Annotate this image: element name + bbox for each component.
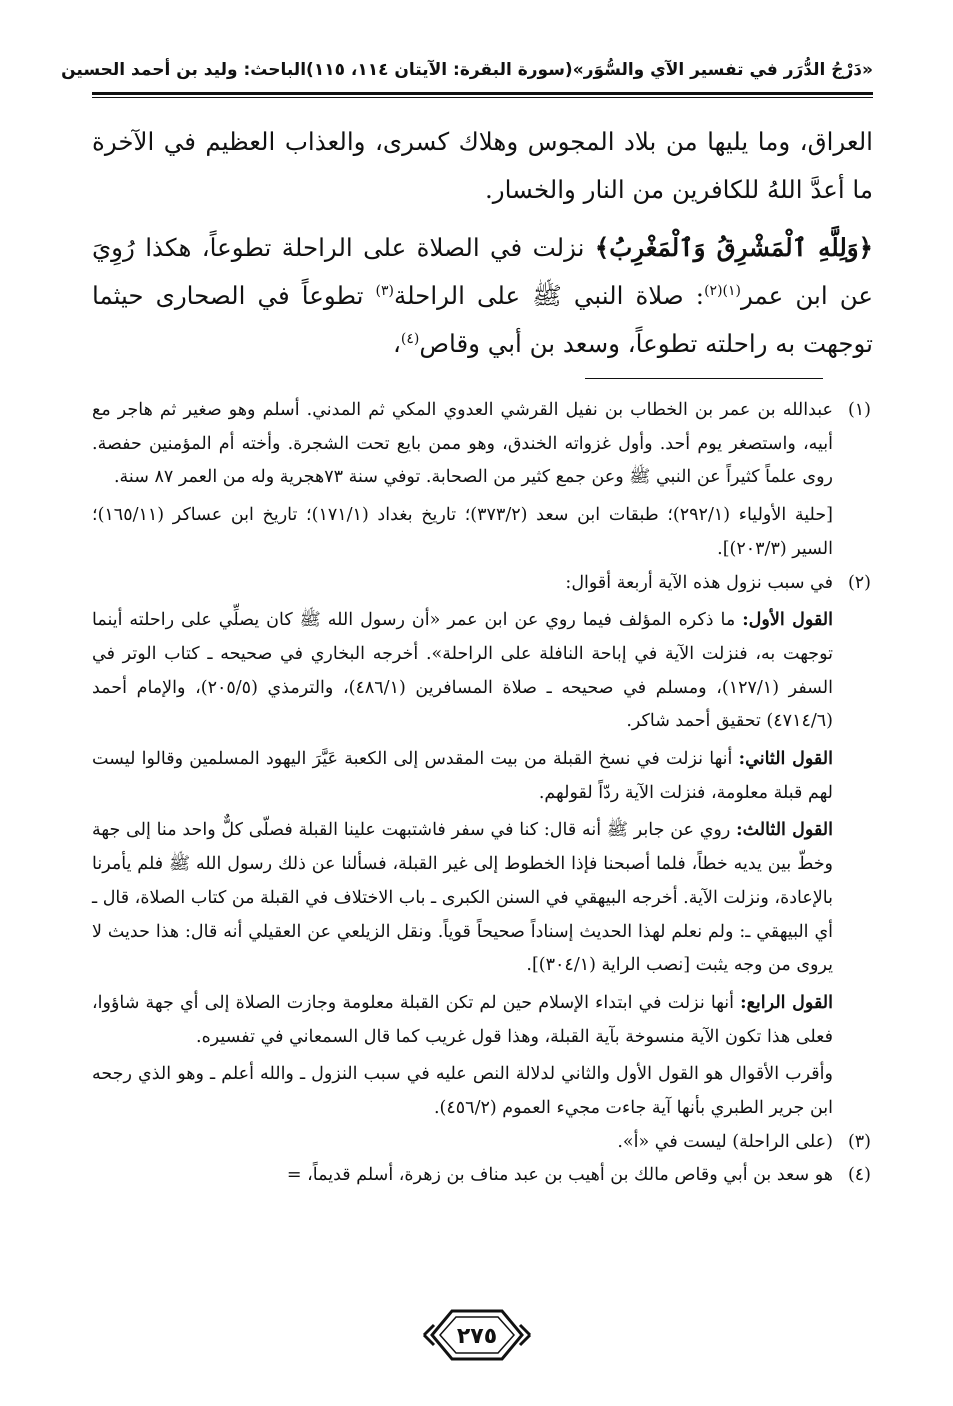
quran-verse: ﴿وَلِلَّهِ ٱلْمَشْرِقُ وَٱلْمَغْرِبُ﴾ (594, 233, 873, 262)
header-rule-thick (92, 92, 873, 95)
saying-label: القول الثاني: (738, 749, 833, 770)
book-title: «دَرْجُ الدُّرَر في تفسير الآي والسُّوَر» (572, 60, 873, 80)
footnote-number: (١) (847, 400, 871, 420)
footnote-3 (92, 1126, 873, 1160)
footnote-text: هو سعد بن أبي وقاص مالك بن أهيب بن عبد مناف بن زهرة، أسلم قديماً، = (286, 1165, 833, 1186)
saying-label: القول الثالث: (736, 820, 833, 841)
paragraph-2-text-c: تطوعاً في الصحارى حيثما توجهت به راحلته تطوعاً، وسعد بن أبي وقاص (92, 281, 873, 358)
saying-1 (92, 604, 833, 739)
main-text (92, 118, 873, 378)
footnote-text: (على الراحلة) ليست في «أ». (617, 1131, 833, 1152)
page-footer (0, 1300, 953, 1370)
paragraph-2-text-a: نزلت في الصلاة على الراحلة تطوعاً، هكذا رُوِيَ عن ابن عمر (92, 233, 874, 310)
footnote-text: عبدالله بن عمر بن الخطاب بن نفيل القرشي العدوي المكي ثم المدني. أسلم وهو صغير ثم هاجر مع أبيه، واستصغر يوم أحد. وأول غزواته الخندق، وهو ممن بايع تحت الشجرة. وأخته أم المؤمنين حفصة. روى علماً كثيراً عن النبي ﷺ وعن جمع كثير من الصحابة. توفي سنة ٧٣هجرية وله من العمر ٨٧ سنة. (92, 400, 833, 488)
saying-label: القول الرابع: (740, 992, 833, 1013)
footnote-4 (92, 1159, 873, 1193)
paragraph-1: العراق، وما يليها من بلاد المجوس وهلاك كسرى، والعذاب العظيم في الآخرة ما أعدَّ اللهُ للكافرين من النار والخسار. (92, 127, 873, 204)
surah-info: (سورة البقرة: الآيتان ١١٤، ١١٥) (306, 60, 573, 80)
paragraph-2-text-d: ، (393, 329, 401, 358)
paragraph-2-text-b: : صلاة النبي ﷺ على الراحلة (393, 281, 705, 310)
footnote-references: [حلية الأولياء (٢٩٢/١)؛ طبقات ابن سعد (٣٧٣/٢)؛ تاريخ بغداد (١٧١/١)؛ تاريخ ابن عساكر (١٦٥/١١)؛ السير (٢٠٣/٣)]. (92, 505, 833, 559)
footnote-separator (585, 378, 823, 379)
paragraph-2 (92, 224, 873, 368)
footnotes (92, 394, 873, 1193)
footnote-conclusion: وأقرب الأقوال هو القول الأول والثاني لدلالة النص عليه في سبب النزول ـ والله أعلم ـ وهو الذي رجحه ابن جرير الطبري بأنها آية جاءت مجيء العموم (٤٥٦/٢). (92, 1064, 833, 1119)
footnote-ref-4[interactable]: (٤) (400, 330, 420, 347)
saying-2 (92, 743, 833, 810)
footnote-number: (٣) (847, 1131, 871, 1152)
page-number: ٢٧٥ (456, 1324, 497, 1349)
footnote-ref-1-2[interactable]: (١)(٢) (704, 282, 741, 299)
saying-text: ما ذكره المؤلف فيما روي عن ابن عمر «أن رسول الله ﷺ كان يصلِّي على راحلته أينما توجهت به، فنزلت الآية في إباحة النافلة على الراحلة». أخرجه البخاري في صحيحه ـ كتاب الوتر في السفر (١٢٧/١)، ومسلم في صحيحه ـ صلاة المسافرين (٤٨٦/١)، والترمذي (٢٠٥/٥)، والإمام أحمد (٤٧١٤/٦) تحقيق أحمد شاكر. (92, 610, 833, 732)
saying-label: القول الأول: (742, 610, 833, 631)
saying-3 (92, 814, 833, 983)
saying-text: روي عن جابر ﷺ أنه قال: كنا في سفر فاشتبهت علينا القبلة فصلّى كلٌّ واحد منا إلى جهة وخطّ بين يديه خطاً، فلما أصبحنا فإذا الخطوط إلى غير القبلة، فسألنا عن ذلك رسول الله ﷺ فلم يأمرنا بالإعادة، ونزلت الآية. أخرجه البيهقي في السنن الكبرى ـ باب الاختلاف في القبلة من كتاب الصلاة، قال ـ أي البيهقي ـ: ولم نعلم لهذا الحديث إسناداً صحيحاً قوياً. ونقل الزيلعي عن العقيلي أنه قال: هذا حديث لا يروى من وجه يثبت [نصب الراية (٣٠٤/١)]. (92, 820, 833, 976)
footnote-ref-3[interactable]: (٣) (375, 282, 394, 299)
footnote-1 (92, 394, 873, 567)
header-rule-thin (92, 97, 873, 98)
running-header (61, 52, 873, 88)
page-number-ornament (422, 1303, 532, 1367)
saying-text: أنها نزلت في نسخ القبلة من بيت المقدس إلى الكعبة عَيَّرَ اليهود المسلمين وقالوا ليست لهم قبلة معلومة، فنزلت الآية ردّاً لقولهم. (92, 749, 833, 803)
footnote-2 (92, 567, 873, 1126)
footnote-number: (٢) (847, 572, 871, 593)
researcher-name: الباحث: وليد بن أحمد الحسين (61, 60, 307, 80)
saying-text: أنها نزلت في ابتداء الإسلام حين لم تكن القبلة معلومة وجازت الصلاة إلى أي جهة شاؤوا، فعلى هذا تكون الآية منسوخة بآية القبلة، وهذا قول غريب كما قال السمعاني في تفسيره. (92, 992, 833, 1047)
saying-4 (92, 987, 833, 1054)
footnote-intro: في سبب نزول هذه الآية أربعة أقوال: (565, 572, 833, 593)
footnote-number: (٤) (847, 1165, 871, 1186)
